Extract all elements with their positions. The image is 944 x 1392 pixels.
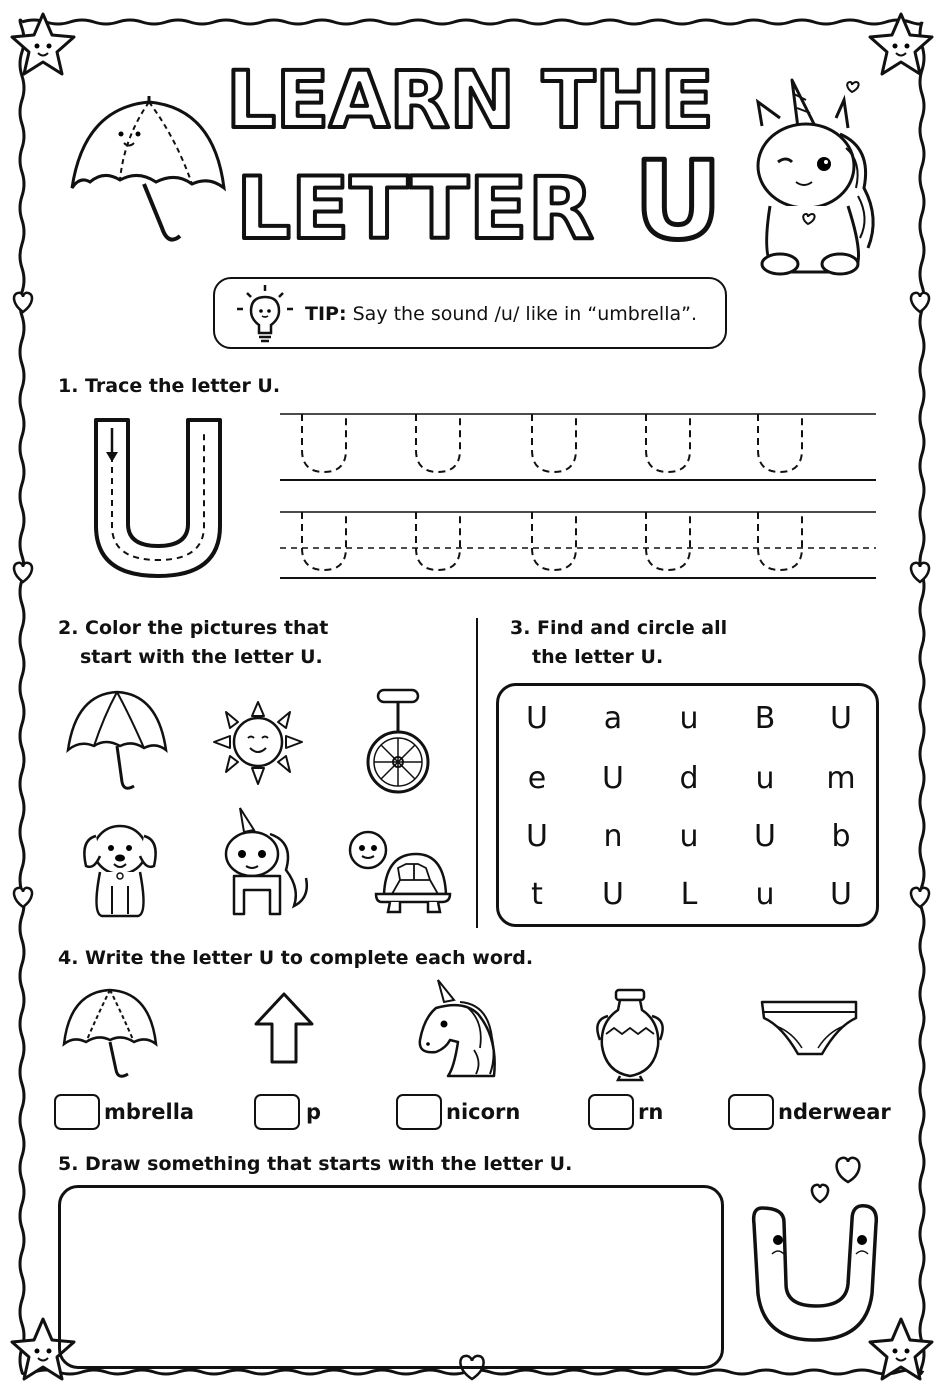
grid-letter[interactable]: U	[830, 701, 852, 736]
tip-box	[213, 277, 727, 349]
dashed-letter-u	[646, 512, 690, 570]
grid-letter[interactable]: U	[602, 877, 624, 912]
grid-letter[interactable]: t	[531, 877, 543, 912]
grid-letter[interactable]: u	[679, 819, 699, 854]
section-3-heading	[510, 614, 727, 672]
grid-letter[interactable]: L	[680, 877, 698, 912]
section-4-heading: 4. Write the letter U to complete each word.	[58, 947, 534, 969]
letter-grid	[496, 683, 879, 927]
heart-icon	[907, 290, 933, 314]
section-3-heading-line-1: 3. Find and circle all	[510, 617, 728, 639]
word-picture-unicorn-head	[414, 978, 498, 1082]
heart-icon	[10, 885, 36, 909]
word-picture-up-arrow	[252, 990, 318, 1066]
word-ending-unicorn: nicorn	[446, 1100, 521, 1124]
grid-letter[interactable]: u	[755, 877, 775, 912]
page-title	[200, 55, 740, 264]
section-3-heading-line-2: the letter U.	[532, 646, 664, 668]
grid-letter[interactable]: n	[603, 819, 623, 854]
section-divider	[476, 618, 478, 928]
grid-letter[interactable]: U	[602, 761, 624, 796]
section-1-heading: 1. Trace the letter U.	[58, 375, 281, 397]
grid-letter[interactable]: m	[826, 761, 856, 796]
unicorn-icon[interactable]	[214, 806, 314, 920]
heart-icon	[10, 560, 36, 584]
dashed-letter-u	[758, 512, 802, 570]
tip-body: Say the sound /u/ like in “umbrella”.	[352, 303, 698, 325]
grid-letter[interactable]: e	[527, 761, 547, 796]
answer-box-underwear[interactable]	[728, 1094, 774, 1130]
star-icon	[8, 10, 78, 80]
word-picture-urn	[588, 986, 672, 1082]
dashed-letter-u	[302, 512, 346, 570]
grid-letter[interactable]: B	[754, 701, 776, 736]
grid-letter[interactable]: U	[526, 819, 548, 854]
grid-letter[interactable]: U	[754, 819, 776, 854]
grid-letter[interactable]: d	[679, 761, 699, 796]
word-picture-umbrella	[60, 986, 160, 1082]
dashed-letter-u	[532, 512, 576, 570]
puppy-icon[interactable]	[78, 814, 162, 920]
answer-box-unicorn[interactable]	[396, 1094, 442, 1130]
title-letter: U	[634, 139, 722, 264]
unicorn-icon	[740, 78, 890, 278]
turtle-icon[interactable]	[346, 824, 450, 914]
tip-text	[305, 303, 697, 325]
heart-icon	[907, 560, 933, 584]
grid-letter[interactable]: u	[755, 761, 775, 796]
sun-icon[interactable]	[210, 700, 310, 790]
unicycle-icon[interactable]	[360, 686, 440, 798]
answer-box-urn[interactable]	[588, 1094, 634, 1130]
grid-letter[interactable]: u	[679, 701, 699, 736]
title-line-1: LEARN THE	[226, 56, 714, 146]
drawing-area[interactable]	[58, 1185, 724, 1369]
section-2-heading-line-2: start with the letter U.	[80, 646, 323, 668]
tracing-lines[interactable]	[280, 400, 880, 590]
dashed-letter-u	[302, 414, 346, 472]
heart-icon	[10, 290, 36, 314]
word-ending-urn: rn	[638, 1100, 664, 1124]
dashed-letter-u	[758, 414, 802, 472]
heart-icon	[907, 885, 933, 909]
answer-box-up[interactable]	[254, 1094, 300, 1130]
dashed-letter-u	[532, 414, 576, 472]
dashed-letter-u	[646, 414, 690, 472]
section-2-heading	[58, 614, 328, 672]
grid-letter[interactable]: a	[603, 701, 623, 736]
grid-letter[interactable]: U	[526, 701, 548, 736]
umbrella-icon[interactable]	[62, 686, 172, 796]
word-ending-umbrella: mbrella	[104, 1100, 195, 1124]
dashed-letter-u	[416, 512, 460, 570]
answer-box-umbrella[interactable]	[54, 1094, 100, 1130]
trace-model-letter	[88, 414, 238, 584]
star-icon	[866, 10, 936, 80]
grid-letter[interactable]: b	[831, 819, 851, 854]
section-5-heading: 5. Draw something that starts with the letter U.	[58, 1153, 573, 1175]
section-2-heading-line-1: 2. Color the pictures that	[58, 617, 329, 639]
grid-letter[interactable]: U	[830, 877, 852, 912]
title-line-2: LETTER	[236, 159, 594, 259]
tip-label: TIP:	[305, 303, 347, 325]
word-ending-up: p	[306, 1100, 322, 1124]
lightbulb-icon	[235, 283, 295, 347]
dashed-letter-u	[416, 414, 460, 472]
word-ending-underwear: nderwear	[778, 1100, 891, 1124]
word-picture-underwear	[758, 996, 862, 1066]
letter-u-character-icon	[748, 1144, 888, 1344]
